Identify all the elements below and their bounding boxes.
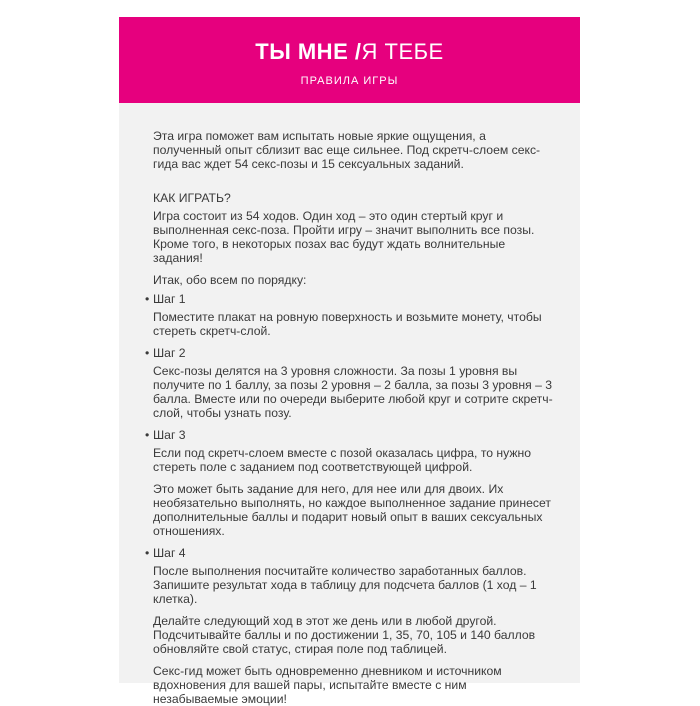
step-label: Шаг 4 (153, 546, 186, 560)
bullet-icon: • (145, 346, 150, 360)
title-part1: ТЫ МНЕ (255, 39, 349, 64)
page-title (119, 39, 580, 65)
step-4-heading (145, 546, 553, 560)
step-4-text-1: После выполнения посчитайте количество заработанных баллов. Запишите результат хода в таблицу для подсчета баллов (1 ход – 1 клетка). (153, 564, 537, 606)
header-banner (119, 17, 580, 103)
page-subtitle: ПРАВИЛА ИГРЫ (300, 75, 399, 87)
title-part2: Я ТЕБЕ (361, 39, 444, 64)
step-label: Шаг 3 (153, 428, 186, 442)
step-1-heading (145, 292, 553, 306)
step-4-text-2: Делайте следующий ход в этот же день или в любой другой. Подсчитывайте баллы и по достижении 1, 35, 70, 105 и 140 баллов обновляйте свой статус, стирая поле под таблицей. (153, 614, 536, 656)
step-3-heading (145, 428, 553, 442)
step-3-text-2: Это может быть задание для него, для нее или для двоих. Их необязательно выполнять, но каждое выполненное задание принесет дополнительные баллы и подарит новый опыт в ваших сексуальных отношениях. (153, 482, 551, 538)
step-2-heading (145, 346, 553, 360)
step-2-text: Секс-позы делятся на 3 уровня сложности. За позы 1 уровня вы получите по 1 баллу, за позы 2 уровня – 2 балла, за позы 3 уровня – 3 балла. Вместе или по очереди выберите любой круг и сотрите скретч-слой, чтобы узнать позу. (153, 364, 553, 420)
intro-paragraph: Эта игра поможет вам испытать новые яркие ощущения, а полученный опыт сблизит вас еще сильнее. Под скретч-слоем секс-гида вас ждет 54 секс-позы и 15 сексуальных заданий. (153, 129, 541, 171)
step-label: Шаг 2 (153, 346, 186, 360)
step-label: Шаг 1 (153, 292, 186, 306)
rules-content (145, 129, 553, 706)
bullet-icon: • (145, 428, 150, 442)
title-separator: / (354, 39, 362, 64)
step-1-text: Поместите плакат на ровную поверхность и возьмите монету, чтобы стереть скретч-слой. (153, 310, 542, 338)
order-paragraph: Итак, обо всем по порядку: (153, 273, 307, 287)
how-paragraph: Игра состоит из 54 ходов. Один ход – это один стертый круг и выполненная секс-поза. Пройти игру – значит выполнить все позы. Кроме того, в некоторых позах вас будут ждать волнительные задания! (153, 209, 535, 265)
bullet-icon: • (145, 546, 150, 560)
step-3-text-1: Если под скретч-слоем вместе с позой оказалась цифра, то нужно стереть поле с заданием под соответствующей цифрой. (153, 446, 532, 474)
bullet-icon: • (145, 292, 150, 306)
section-heading: КАК ИГРАТЬ? (153, 191, 231, 205)
closing-paragraph: Секс-гид может быть одновременно дневником и источником вдохновения для вашей пары, испытайте вместе с ним незабываемые эмоции! (153, 664, 502, 706)
rules-card (119, 17, 580, 706)
